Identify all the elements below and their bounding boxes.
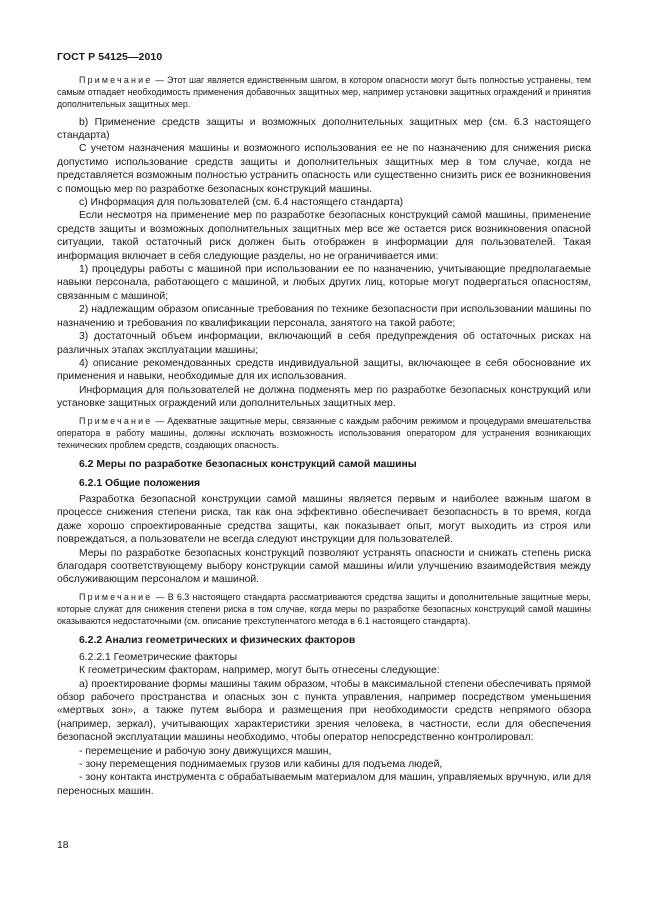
list-item: 1) процедуры работы с машиной при использовании ее по назначению, учитывающие предполагаемые навыки персонала, работающего с машиной, и любых других лиц, которые могут подвергаться опасностям, связанным с машиной; — [57, 264, 591, 302]
paragraph: Меры по разработке безопасных конструкций позволяют устранять опасности и снижать степень риска благодаря соответствующему выбору конструкции самой машины и/или улучшению взаимодействия между обслуживающим персоналом и машиной. — [57, 547, 591, 586]
paragraph: 6.2.2.1 Геометрические факторы — [79, 651, 238, 663]
list-item: а) проектирование формы машины таким образом, чтобы в максимальной степени обеспечивать прямой обзор рабочего пространства и опасных зон с пункта управления, например посредством уменьшения «мертвых зон», а также путем выбора и размещения при необходимости средств непрямого обзора (например, зеркал), учитывающих характеристики зрения человека, в частности, если для обеспечения безопасной эксплуатации машины необходимо, чтобы оператор непосредственно контролировал: — [57, 678, 591, 744]
document-body — [57, 70, 591, 798]
section-heading: 6.2 Меры по разработке безопасных конструкций самой машины — [79, 459, 417, 471]
note-paragraph — [57, 415, 591, 452]
note-label: Примечание — [79, 75, 153, 85]
note-text: — В 6.3 настоящего стандарта рассматриваются средства защиты и дополнительные защитные меры, которые служат для снижения степени риска в том случае, когда меры по разработке безопасных конструкций самой машины оказываются недостаточными (см. описание трехступенчатого метода в 6.1 настоящего стандарта). — [57, 591, 591, 627]
paragraph: С учетом назначения машины и возможного использования ее не по назначению для снижения риска допустимо использование средств защиты и дополнительных защитных мер в том случае, когда не представляется возможным полностью устранить опасность или существенно снизить риск ее возникновения с помощью мер по разработке безопасных конструкций машины. — [57, 143, 591, 195]
list-item: - перемещение и рабочую зону движущихся машин, — [79, 745, 332, 757]
paragraph: Если несмотря на применение мер по разработке безопасных конструкций самой машины, применение средств защиты и возможных дополнительных защитных мер все же остается риск возникновения опасной ситуации, такой остаточный риск должен быть отображен в информации для пользователей. Такая информация включает в себя следующие разделы, но не ограничивается ими: — [57, 210, 591, 262]
note-paragraph — [57, 74, 591, 111]
paragraph: К геометрическим факторам, например, могут быть отнесены следующие: — [79, 665, 440, 677]
note-paragraph — [57, 591, 591, 628]
note-label: Примечание — [79, 591, 153, 602]
list-item: - зону перемещения поднимаемых грузов или кабины для подъема людей, — [79, 759, 443, 771]
list-item: 2) надлежащим образом описанные требования по технике безопасности при использовании машины по назначению и требования по квалификации персонала, занятого на такой работе; — [57, 304, 591, 329]
document-header: ГОСТ Р 54125—2010 — [57, 51, 163, 63]
list-item: 4) описание рекомендованных средств индивидуальной защиты, включающее в себя обоснование их применения и навыки, необходимые для их использования. — [57, 357, 591, 383]
list-item: - зону контакта инструмента с обрабатываемым материалом для машин, управляемых вручную, или для переносных машин. — [57, 772, 591, 797]
subsection-heading: 6.2.1 Общие положения — [79, 477, 201, 489]
paragraph: b) Применение средств защиты и возможных дополнительных защитных мер (см. 6.3 настоящего стандарта) — [57, 116, 591, 142]
paragraph: Информация для пользователей не должна подменять мер по разработке безопасных конструкций или установке защитных ограждений или дополнительных защитных мер. — [57, 384, 591, 410]
list-item: 3) достаточный объем информации, включающий в себя предупреждения об остаточных рисках на различных этапах эксплуатации машины; — [57, 331, 591, 356]
note-text: — Адекватные защитные меры, связанные с каждым рабочим режимом и процедурами вмешательства оператора в работу машины, должны исключать возможность использования оператором для устранения возникающих технических проблем средств, создающих опасность. — [57, 415, 591, 450]
paragraph: Разработка безопасной конструкции самой машины является первым и наиболее важным шагом в процессе снижения степени риска, так как она эффективно обеспечивает безопасность в то время, когда даже хорошо спроектированные средства защиты, как показывает опыт, могут выходить из строя или повреждаться, а пользователи не всегда следуют инструкции для пользователей. — [57, 493, 591, 546]
page-number: 18 — [57, 840, 69, 851]
note-label: Примечание — [79, 415, 153, 426]
note-text: — Этот шаг является единственным шагом, в котором опасности могут быть полностью устранены, тем самым отпадает необходимость применения добавочных защитных мер, например установки защитных ограждений и принятия дополнительных защитных мер. — [57, 75, 591, 110]
subsection-heading: 6.2.2 Анализ геометрических и физических факторов — [79, 635, 356, 647]
paragraph: c) Информация для пользователей (см. 6.4 настоящего стандарта) — [79, 197, 404, 209]
